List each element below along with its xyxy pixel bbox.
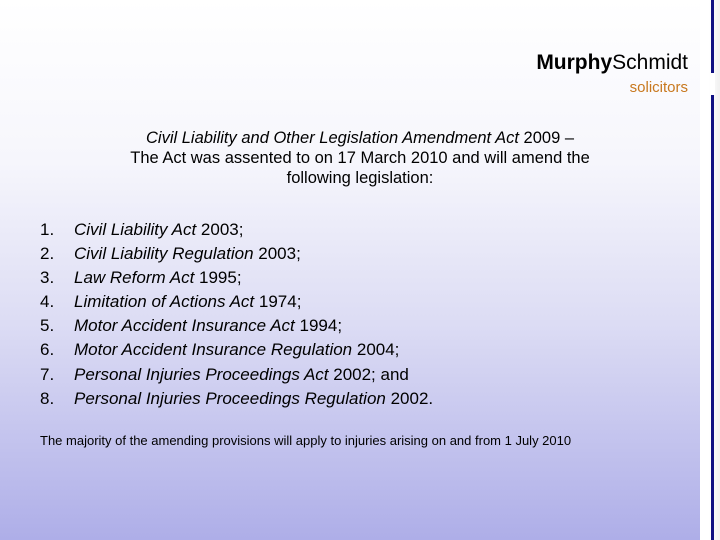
item-name: Personal Injuries Proceedings Act [74,364,329,384]
item-name: Civil Liability Regulation [74,244,254,264]
item-number: 7. [40,364,55,384]
intro-paragraph [40,128,680,188]
accent-line-gap [710,73,715,95]
legislation-list [40,218,433,411]
brand-name-regular: Schmidt [612,51,688,74]
item-number: 5. [40,316,55,336]
list-item [40,314,433,338]
list-item [40,242,433,266]
item-number: 6. [40,340,55,360]
item-number: 8. [40,388,55,408]
list-item [40,363,433,387]
right-decorative-bar [700,0,720,540]
item-year: 2002; and [328,364,409,384]
act-year: 2009 – [523,129,575,147]
item-number: 3. [40,268,55,288]
list-item [40,218,433,242]
brand-name-bold: Murphy [536,51,613,74]
brand-name [536,50,688,76]
item-year: 1995; [194,268,242,288]
item-name: Civil Liability Act [74,220,197,239]
item-year: 2003; [196,220,244,239]
item-name: Personal Injuries Proceedings Regulation [74,388,386,408]
item-name: Limitation of Actions Act [74,292,255,312]
intro-line-2: The Act was assented to on 17 March 2010 and will amend the [130,149,590,167]
item-year: 2002. [385,388,434,408]
item-name: Law Reform Act [74,268,195,288]
brand-tagline: solicitors [629,79,688,96]
summary-text: The majority of the amending provisions will apply to injuries arising on and from 1 July 2010 [40,433,572,448]
item-name: Motor Accident Insurance Regulation [74,340,353,360]
list-item [40,387,433,411]
list-item [40,290,433,314]
item-year: 1974; [254,292,302,312]
act-title: Civil Liability and Other Legislation Amendment Act [145,129,519,147]
list-item [40,266,433,290]
item-number: 2. [40,244,55,264]
list-item [40,338,433,362]
intro-line-1 [40,128,680,148]
item-name: Motor Accident Insurance Act [74,316,295,336]
item-year: 2003; [253,244,301,264]
brand-logo [536,50,688,98]
item-number: 1. [40,220,55,239]
item-number: 4. [40,292,55,312]
intro-line-3: following legislation: [286,169,434,187]
item-year: 1994; [294,316,343,336]
item-year: 2004; [352,340,400,360]
